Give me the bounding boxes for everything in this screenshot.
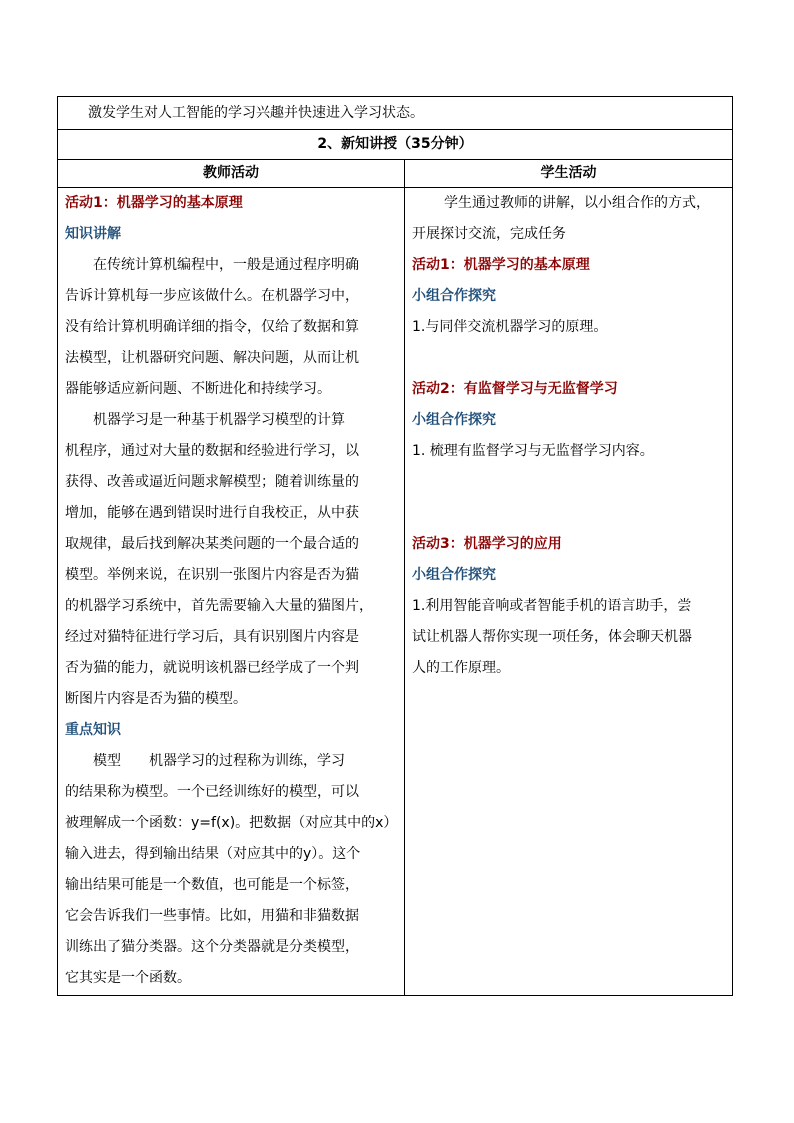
key-knowledge-title: 重点知识 (65, 722, 121, 738)
spacer (412, 343, 730, 374)
group-title: 小组合作探究 (412, 412, 496, 428)
key-first-line (65, 746, 398, 777)
student-header-cell (405, 160, 733, 188)
knowledge-title: 知识讲解 (65, 226, 121, 242)
key-line: 的结果称为模型。一个已经训练好的模型，可以 (65, 784, 359, 800)
para2-line: 机器学习是一种基于机器学习模型的计算 (93, 412, 345, 428)
para1-line: 没有给计算机明确详细的指令，仅给了数据和算 (65, 319, 359, 335)
student-activity3-task: 试让机器人帮你实现一项任务，体会聊天机器 (412, 629, 692, 645)
group-title: 小组合作探究 (412, 288, 496, 304)
body-row (58, 188, 733, 996)
key-term: 模型 (93, 753, 121, 769)
key-line: 被理解成一个函数：y=f(x)。把数据（对应其中的x） (65, 815, 398, 831)
intro-text: 激发学生对人工智能的学习兴趣并快速进入学习状态。 (88, 105, 424, 121)
para2-line: 的机器学习系统中，首先需要输入大量的猫图片， (65, 598, 373, 614)
key-line: 训练出了猫分类器。这个分类器就是分类模型， (65, 939, 359, 955)
student-intro-line: 开展探讨交流，完成任务 (412, 226, 566, 242)
key-line: 它会告诉我们一些事情。比如，用猫和非猫数据 (65, 908, 359, 924)
key-line: 输出结果可能是一个数值，也可能是一个标签， (65, 877, 359, 893)
para2-line: 经过对猫特征进行学习后，具有识别图片内容是 (65, 629, 359, 645)
key-line: 输入进去，得到输出结果（对应其中的y）。这个 (65, 846, 361, 862)
teacher-content (58, 188, 404, 994)
para2-line: 机程序，通过对大量的数据和经验进行学习，以 (65, 443, 359, 459)
intro-row (58, 97, 733, 130)
student-activity2-title: 活动2：有监督学习与无监督学习 (412, 381, 618, 397)
para2-line: 获得、改善或逼近问题求解模型；随着训练量的 (65, 474, 359, 490)
para1-line: 告诉计算机每一步应该做什么。在机器学习中， (65, 288, 359, 304)
student-activity3-task: 1.利用智能音响或者智能手机的语言助手，尝 (412, 598, 692, 614)
para1-line: 在传统计算机编程中，一般是通过程序明确 (93, 257, 359, 273)
para2-line: 否为猫的能力，就说明该机器已经学成了一个判 (65, 660, 359, 676)
para2-line: 断图片内容是否为猫的模型。 (65, 691, 247, 707)
student-activity1-task: 1.与同伴交流机器学习的原理。 (412, 319, 608, 335)
para2-line: 增加，能够在遇到错误时进行自我校正，从中获 (65, 505, 359, 521)
header-row (58, 160, 733, 188)
lesson-table (57, 96, 733, 996)
para2-line: 模型。举例来说，在识别一张图片内容是否为猫 (65, 567, 359, 583)
para1-line: 器能够适应新问题、不断进化和持续学习。 (65, 381, 331, 397)
teacher-activity1-title: 活动1：机器学习的基本原理 (65, 195, 243, 211)
section-row (58, 130, 733, 160)
student-activity1-title: 活动1：机器学习的基本原理 (412, 257, 590, 273)
key-first-text: 机器学习的过程称为训练，学习 (149, 753, 345, 769)
key-line: 它其实是一个函数。 (65, 970, 191, 986)
student-activity3-task: 人的工作原理。 (412, 660, 510, 676)
teacher-header: 教师活动 (203, 165, 259, 181)
intro-cell (58, 97, 733, 130)
teacher-activity-cell (58, 188, 405, 996)
student-activity3-title: 活动3：机器学习的应用 (412, 536, 562, 552)
student-intro-line: 学生通过教师的讲解，以小组合作的方式， (444, 195, 710, 211)
para2-line: 取规律，最后找到解决某类问题的一个最合适的 (65, 536, 359, 552)
spacer (412, 467, 730, 529)
student-header: 学生活动 (540, 165, 597, 181)
student-activity-cell (405, 188, 733, 996)
group-title: 小组合作探究 (412, 567, 496, 583)
student-content (405, 188, 732, 684)
student-activity2-task: 1. 梳理有监督学习与无监督学习内容。 (412, 443, 654, 459)
section-cell (58, 130, 733, 160)
para1-line: 法模型，让机器研究问题、解决问题，从而让机 (65, 350, 359, 366)
section-title: 2、新知讲授（35分钟） (317, 136, 473, 152)
teacher-header-cell (58, 160, 405, 188)
